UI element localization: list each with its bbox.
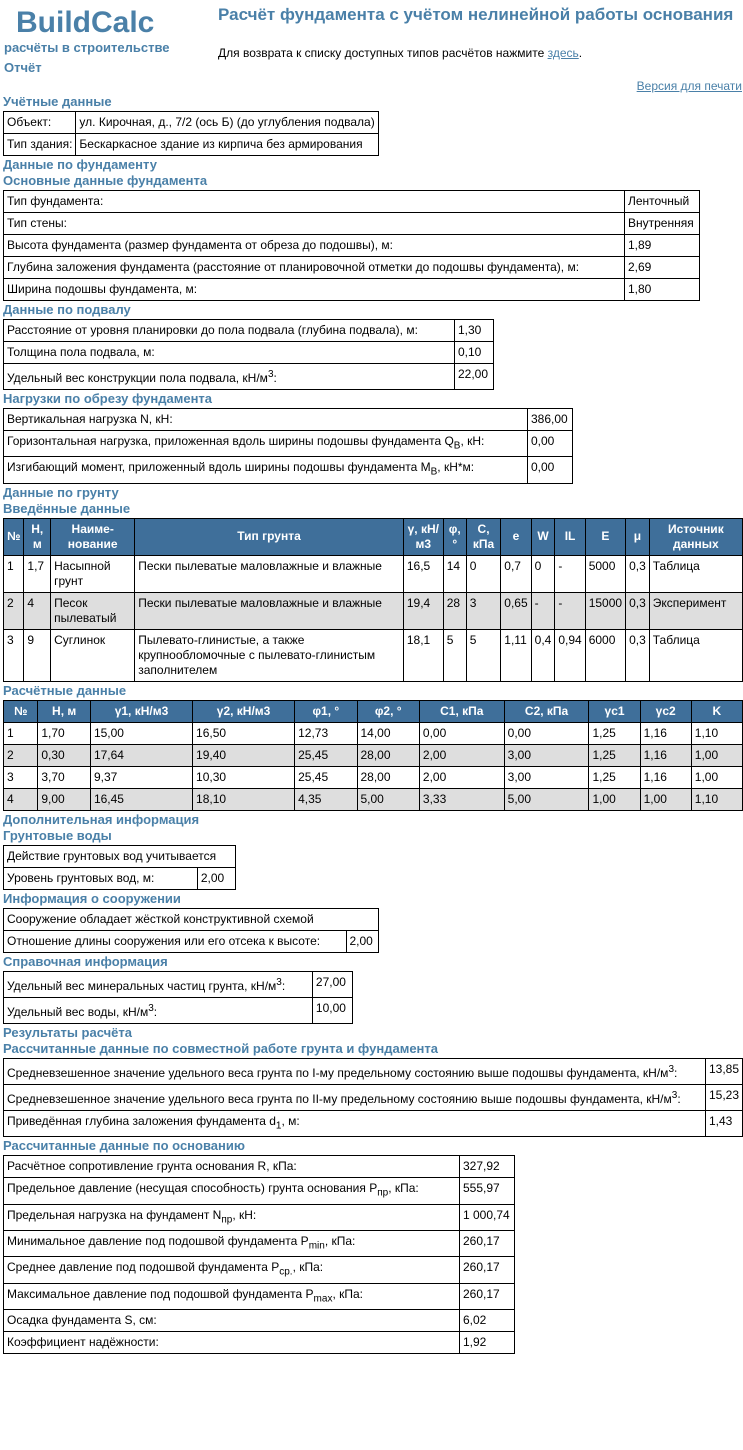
table-cell: 1,16 — [640, 722, 691, 744]
row-label: Тип стены: — [4, 213, 625, 235]
row-value: 15,23 — [705, 1084, 742, 1110]
object-value: ул. Кирочная, д., 7/2 (ось Б) (до углубления подвала) — [76, 112, 378, 134]
label-tail: : — [677, 1091, 681, 1106]
table-cell: 28,00 — [357, 766, 419, 788]
table-cell: 15000 — [585, 592, 625, 629]
column-header: H, м — [38, 700, 91, 722]
table-cell: Суглинок — [51, 629, 135, 681]
label-sub: min — [308, 1240, 325, 1252]
table-cell: 0 — [466, 555, 501, 592]
table-cell: 5000 — [585, 555, 625, 592]
label-sup: 3 — [267, 369, 274, 380]
row-value: 1,92 — [460, 1332, 515, 1354]
row-label — [4, 971, 313, 997]
basement-table — [3, 319, 494, 390]
label-sub: B — [430, 466, 438, 478]
label-text: Изгибающий момент, приложенный вдоль ширины подошвы фундамента M — [7, 460, 431, 475]
table-cell: 3,00 — [504, 766, 589, 788]
label-sub: ср. — [279, 1266, 293, 1278]
table-cell: - — [555, 592, 585, 629]
table-cell: 5 — [466, 629, 501, 681]
column-header: C1, кПа — [419, 700, 504, 722]
table-row — [4, 1058, 743, 1084]
row-label: Тип фундамента: — [4, 191, 625, 213]
table-row — [4, 766, 743, 788]
table-cell: 16,45 — [90, 788, 192, 810]
table-cell: 19,4 — [403, 592, 443, 629]
object-label: Объект: — [4, 112, 76, 134]
back-note-tail: . — [578, 46, 583, 60]
table-cell: Таблица — [649, 629, 742, 681]
table-row — [4, 1283, 515, 1309]
table-row — [4, 592, 743, 629]
table-cell: 0,65 — [501, 592, 531, 629]
column-header: γc2 — [640, 700, 691, 722]
table-row — [4, 409, 573, 431]
table-cell: 0,30 — [38, 744, 91, 766]
label-tail: , кН: — [232, 1207, 257, 1222]
row-label — [4, 1310, 460, 1332]
sub-foundation-main-title: Основные данные фундамента — [3, 173, 208, 188]
column-header: Тип грунта — [135, 518, 404, 555]
table-cell: 1,10 — [691, 722, 742, 744]
column-header: Наиме-нование — [51, 518, 135, 555]
row-label — [4, 431, 528, 457]
table-cell: Пески пылеватые маловлажные и влажные — [135, 592, 404, 629]
row-value: 0,00 — [528, 431, 573, 457]
building-type-label: Тип здания: — [4, 134, 76, 156]
row-label — [4, 1204, 460, 1230]
sub-base-title: Рассчитанные данные по основанию — [3, 1138, 245, 1154]
table-cell: 9 — [24, 629, 51, 681]
back-note-text: Для возврата к списку доступных типов расчётов нажмите — [218, 46, 548, 60]
column-header: φ2, ° — [357, 700, 419, 722]
logo-subtitle: расчёты в строительстве — [4, 40, 170, 55]
table-row — [4, 722, 743, 744]
label-text: Среднее давление под подошвой фундамента P — [7, 1260, 280, 1275]
label-sub: пр — [377, 1187, 389, 1199]
row-label — [4, 1178, 460, 1204]
column-header: C2, кПа — [504, 700, 589, 722]
sub-soil-input-title: Введённые данные — [3, 500, 131, 516]
table-header-row — [4, 700, 743, 722]
column-header: μ — [626, 518, 650, 555]
row-value: 555,97 — [460, 1178, 515, 1204]
report-label: Отчёт — [4, 60, 42, 75]
table-cell: 0,3 — [626, 555, 650, 592]
table-cell: 0,3 — [626, 592, 650, 629]
table-cell: 5,00 — [504, 788, 589, 810]
column-header: γc1 — [589, 700, 640, 722]
row-value: 1,43 — [705, 1110, 742, 1136]
table-row — [4, 997, 353, 1023]
table-cell: 18,10 — [193, 788, 295, 810]
row-label: Ширина подошвы фундамента, м: — [4, 279, 625, 301]
table-row — [4, 845, 236, 867]
label-text: Предельное давление (несущая способность) грунта основания P — [7, 1181, 378, 1196]
table-row — [4, 1084, 743, 1110]
table-cell: 0 — [531, 555, 555, 592]
label-sub: 1 — [275, 1120, 282, 1132]
groundwater-note: Действие грунтовых вод учитывается — [4, 845, 236, 867]
label-text: Минимальное давление под подошвой фундамента P — [7, 1233, 309, 1248]
row-label: Высота фундамента (размер фундамента от обреза до подошвы), м: — [4, 235, 625, 257]
label-tail: , кН: — [460, 434, 485, 448]
label-sup: 3 — [276, 976, 282, 988]
table-row — [4, 1257, 515, 1283]
section-soil-title: Данные по грунту — [3, 484, 119, 500]
table-cell: 4 — [4, 788, 38, 810]
table-row — [4, 235, 700, 257]
table-cell: 1,00 — [691, 766, 742, 788]
soil-calc-table — [3, 700, 743, 811]
table-row — [4, 971, 353, 997]
column-header: φ1, ° — [295, 700, 357, 722]
print-version-link[interactable]: Версия для печати — [636, 79, 742, 93]
row-label — [4, 1283, 460, 1309]
table-cell: 16,50 — [193, 722, 295, 744]
table-cell: 1,10 — [691, 788, 742, 810]
row-label: Уровень грунтовых вод, м: — [4, 867, 198, 889]
row-label: Глубина заложения фундамента (расстояние от планировочной отметки до подошвы фундамента), м: — [4, 257, 625, 279]
label-tail: , кПа: — [388, 1181, 419, 1196]
table-cell: Пылевато-глинистые, а также крупнообломочные с пылевато-глинистым заполнителем — [135, 629, 404, 681]
page-title: Расчёт фундамента с учётом нелинейной работы основания — [218, 5, 734, 24]
table-row — [4, 342, 494, 364]
row-label: Отношение длины сооружения или его отсека к высоте: — [4, 930, 347, 952]
table-cell: 1,25 — [589, 744, 640, 766]
row-value: 13,85 — [705, 1058, 742, 1084]
label-text: Средневзешенное значение удельного веса грунта по I-му предельному состоянию выше подошвы фундамента, кН/м — [7, 1065, 669, 1080]
back-link[interactable]: здесь — [547, 46, 579, 60]
column-header: Источник данных — [649, 518, 742, 555]
table-cell: 0,4 — [531, 629, 555, 681]
table-row — [4, 867, 236, 889]
column-header: φ, ° — [443, 518, 466, 555]
table-cell: 1 — [4, 722, 38, 744]
sub-soil-calc-title: Расчётные данные — [3, 682, 127, 698]
section-input-title: Учётные данные — [3, 94, 112, 109]
table-cell: 1,00 — [589, 788, 640, 810]
row-value: Ленточный — [625, 191, 700, 213]
table-cell: 1,25 — [589, 722, 640, 744]
table-row — [4, 1310, 515, 1332]
table-row — [4, 257, 700, 279]
row-value: 27,00 — [312, 971, 352, 997]
label-text: Удельный вес воды, кН/м — [7, 1004, 149, 1019]
table-cell: 14 — [443, 555, 466, 592]
row-label: Вертикальная нагрузка N, кН: — [4, 409, 528, 431]
reference-table — [3, 971, 353, 1024]
row-value: 1,89 — [625, 235, 700, 257]
table-cell: 5,00 — [357, 788, 419, 810]
table-cell: 1 — [4, 555, 24, 592]
table-cell: 18,1 — [403, 629, 443, 681]
label-sup: 3 — [668, 1063, 674, 1075]
table-row — [4, 279, 700, 301]
row-value: 2,00 — [346, 930, 379, 952]
row-value: 2,00 — [197, 867, 235, 889]
logo-title[interactable]: BuildCalc — [16, 6, 155, 39]
table-row — [4, 364, 494, 390]
table-cell: 19,40 — [193, 744, 295, 766]
label-tail: , кПа: — [292, 1260, 324, 1275]
base-table — [3, 1155, 515, 1354]
row-label — [4, 1230, 460, 1256]
column-header: K — [691, 700, 742, 722]
table-cell: 14,00 — [357, 722, 419, 744]
label-tail: , кПа: — [324, 1233, 356, 1248]
row-value: 10,00 — [312, 997, 352, 1023]
row-label — [4, 1257, 460, 1283]
column-header: W — [531, 518, 555, 555]
groundwater-table — [3, 845, 236, 890]
table-cell: 0,00 — [504, 722, 589, 744]
table-row — [4, 629, 743, 681]
label-sub: max — [313, 1293, 333, 1305]
row-label — [4, 1110, 706, 1136]
row-label — [4, 1156, 460, 1178]
row-value: Внутренняя — [625, 213, 700, 235]
row-label — [4, 364, 455, 390]
table-row — [4, 1110, 743, 1136]
row-value: 260,17 — [460, 1257, 515, 1283]
table-cell: 17,64 — [90, 744, 192, 766]
table-cell: 25,45 — [295, 766, 357, 788]
row-value: 22,00 — [455, 364, 494, 390]
label-tail: , м: — [281, 1113, 300, 1128]
sub-basement-title: Данные по подвалу — [3, 302, 131, 317]
table-cell: 3,70 — [38, 766, 91, 788]
row-label — [4, 997, 313, 1023]
label-text: Коэффициент надёжности: — [7, 1335, 159, 1350]
table-cell: 0,94 — [555, 629, 585, 681]
table-cell: 15,00 — [90, 722, 192, 744]
row-label — [4, 1084, 706, 1110]
table-cell: 3 — [4, 629, 24, 681]
row-value: 260,17 — [460, 1230, 515, 1256]
table-row — [4, 112, 379, 134]
label-text: Осадка фундамента S, см: — [7, 1313, 157, 1328]
table-row — [4, 1332, 515, 1354]
label-tail: : — [273, 371, 277, 385]
back-note — [218, 46, 582, 60]
joint-table — [3, 1058, 743, 1137]
table-cell: 4 — [24, 592, 51, 629]
label-text: Удельный вес минеральных частиц грунта, кН/м — [7, 978, 277, 993]
label-sub: пр — [221, 1213, 233, 1225]
table-cell: 2 — [4, 744, 38, 766]
building-type-value: Бескаркасное здание из кирпича без армирования — [76, 134, 378, 156]
label-text: Средневзешенное значение удельного веса грунта по II-му предельному состоянию выше подошвы фундамента, кН/м — [7, 1091, 672, 1106]
row-value: 386,00 — [528, 409, 573, 431]
soil-input-table — [3, 518, 743, 682]
table-cell: 6000 — [585, 629, 625, 681]
table-row — [4, 320, 494, 342]
table-row — [4, 788, 743, 810]
table-cell: 3 — [466, 592, 501, 629]
row-value: 6,02 — [460, 1310, 515, 1332]
table-cell: 1,11 — [501, 629, 531, 681]
column-header: IL — [555, 518, 585, 555]
row-value: 0,10 — [455, 342, 494, 364]
label-text: Удельный вес конструкции пола подвала, кН/м — [7, 371, 268, 385]
table-row — [4, 1178, 515, 1204]
label-text: Предельная нагрузка на фундамент N — [7, 1207, 222, 1222]
row-label: Расстояние от уровня планировки до пола подвала (глубина подвала), м: — [4, 320, 455, 342]
foundation-table — [3, 190, 700, 301]
label-text: Приведённая глубина заложения фундамента d — [7, 1113, 276, 1128]
row-label — [4, 457, 528, 483]
label-sub: B — [453, 440, 461, 452]
section-results-title: Результаты расчёта — [3, 1024, 132, 1040]
label-text: Максимальное давление под подошвой фундамента P — [7, 1286, 314, 1301]
loads-table — [3, 408, 573, 484]
report-content — [3, 94, 743, 1355]
table-cell: Песок пылеватый — [51, 592, 135, 629]
sub-loads-title: Нагрузки по обрезу фундамента — [3, 391, 213, 406]
table-cell: 2,00 — [419, 766, 504, 788]
row-value: 1,30 — [455, 320, 494, 342]
table-cell: 2,00 — [419, 744, 504, 766]
table-cell: 1,16 — [640, 744, 691, 766]
table-cell: Таблица — [649, 555, 742, 592]
column-header: C, кПа — [466, 518, 501, 555]
label-tail: , кН*м: — [437, 460, 475, 475]
table-cell: 3,33 — [419, 788, 504, 810]
table-row — [4, 191, 700, 213]
table-cell: Насыпной грунт — [51, 555, 135, 592]
table-cell: 16,5 — [403, 555, 443, 592]
sub-joint-title: Рассчитанные данные по совместной работе грунта и фундамента — [3, 1040, 438, 1056]
table-row — [4, 1156, 515, 1178]
table-cell: Эксперимент — [649, 592, 742, 629]
row-label: Толщина пола подвала, м: — [4, 342, 455, 364]
table-cell: - — [531, 592, 555, 629]
table-cell: 1,7 — [24, 555, 51, 592]
table-row — [4, 744, 743, 766]
table-row — [4, 457, 573, 483]
table-cell: 0,00 — [419, 722, 504, 744]
column-header: γ1, кН/м3 — [90, 700, 192, 722]
table-cell: 0,3 — [626, 629, 650, 681]
row-label — [4, 1332, 460, 1354]
label-sup: 3 — [671, 1089, 678, 1101]
column-header: γ, кН/м3 — [403, 518, 443, 555]
table-row — [4, 431, 573, 457]
column-header: H, м — [24, 518, 51, 555]
table-cell: 28,00 — [357, 744, 419, 766]
table-cell: 1,00 — [691, 744, 742, 766]
label-text: Горизонтальная нагрузка, приложенная вдоль ширины подошвы фундамента Q — [7, 434, 454, 448]
table-cell: 1,16 — [640, 766, 691, 788]
row-value: 1,80 — [625, 279, 700, 301]
table-cell: 5 — [443, 629, 466, 681]
table-cell: 1,00 — [640, 788, 691, 810]
table-cell: 25,45 — [295, 744, 357, 766]
section-extra-title: Дополнительная информация — [3, 811, 200, 827]
table-header-row — [4, 518, 743, 555]
structure-note: Сооружение обладает жёсткой конструктивной схемой — [4, 908, 379, 930]
column-header: γ2, кН/м3 — [193, 700, 295, 722]
table-cell: 10,30 — [193, 766, 295, 788]
row-label — [4, 1058, 706, 1084]
label-tail: : — [153, 1004, 158, 1019]
object-table — [3, 111, 379, 156]
table-cell: 2 — [4, 592, 24, 629]
table-cell: 1,25 — [589, 766, 640, 788]
table-cell: 9,00 — [38, 788, 91, 810]
table-row — [4, 930, 379, 952]
table-cell: - — [555, 555, 585, 592]
label-tail: : — [674, 1065, 678, 1080]
table-cell: Пески пылеватые маловлажные и влажные — [135, 555, 404, 592]
table-cell: 9,37 — [90, 766, 192, 788]
table-row — [4, 555, 743, 592]
column-header: № — [4, 518, 24, 555]
structure-table — [3, 908, 379, 953]
table-row — [4, 1204, 515, 1230]
table-row — [4, 213, 700, 235]
label-tail: , кПа: — [332, 1286, 364, 1301]
row-value: 2,69 — [625, 257, 700, 279]
row-value: 1 000,74 — [460, 1204, 515, 1230]
column-header: № — [4, 700, 38, 722]
sub-structure-title: Информация о сооружении — [3, 890, 181, 906]
section-foundation-title: Данные по фундаменту — [3, 157, 157, 172]
label-text: Расчётное сопротивление грунта основания R, кПа: — [7, 1159, 297, 1174]
table-cell: 3,00 — [504, 744, 589, 766]
column-header: e — [501, 518, 531, 555]
sub-reference-title: Справочная информация — [3, 953, 168, 969]
row-value: 327,92 — [460, 1156, 515, 1178]
table-cell: 28 — [443, 592, 466, 629]
table-cell: 3 — [4, 766, 38, 788]
table-cell: 1,70 — [38, 722, 91, 744]
row-value: 0,00 — [528, 457, 573, 483]
table-row — [4, 1230, 515, 1256]
table-row — [4, 908, 379, 930]
sub-groundwater-title: Грунтовые воды — [3, 827, 112, 843]
label-sup: 3 — [148, 1002, 154, 1014]
row-value: 260,17 — [460, 1283, 515, 1309]
column-header: E — [585, 518, 625, 555]
label-tail: : — [281, 978, 286, 993]
table-cell: 0,7 — [501, 555, 531, 592]
table-cell: 12,73 — [295, 722, 357, 744]
table-cell: 4,35 — [295, 788, 357, 810]
table-row — [4, 134, 379, 156]
